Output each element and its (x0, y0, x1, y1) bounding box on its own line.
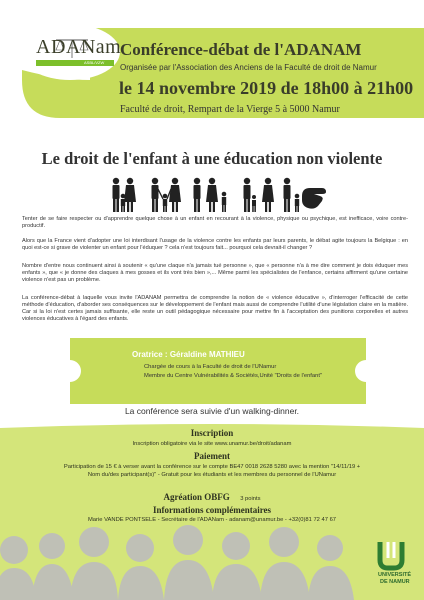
agreation-title: Agréation OBFG (163, 492, 230, 502)
walking-dinner-note: La conférence sera suivie d'un walking-dinner. (124, 406, 300, 416)
info-contact: Marie VANDE PONTSELE - Secrétaire de l'ADANam - adanam@unamur.be - +32(0)81 72 47 67 (87, 517, 337, 523)
event-place: Faculté de droit, Rempart de la Vierge 5 à 5000 Namur (120, 104, 340, 115)
speaker-name: Géraldine MATHIEU (169, 350, 245, 359)
speaker-label-text: Oratrice : (132, 350, 168, 359)
speaker-role: Chargée de cours à la Faculté de droit de l'UNamur (144, 364, 277, 370)
unamur-label: UNIVERSITÉ (378, 572, 412, 578)
speaker-label (132, 350, 245, 359)
payment-line-2: Nom du/des participant(s)" - Gratuit pour les étudiants et les membres du personnel de l'UNamur (87, 472, 337, 478)
family-crossed-icon (194, 178, 227, 212)
icons-row (108, 176, 328, 218)
speaker-ticket (70, 338, 366, 404)
payment-title: Paiement (194, 451, 230, 461)
unamur-logo (368, 538, 416, 594)
logo-subtext: ASBL/VZW (84, 60, 105, 65)
parents-child-icon (152, 178, 182, 212)
family-icon (113, 178, 137, 212)
main-title: Le droit de l'enfant à une éducation non violente (41, 149, 383, 168)
speaker-affiliation: Membre du Centre Vulnérabilités & Sociétés,Unité "Droits de l'enfant" (144, 373, 323, 379)
unamur-label-2: DE NAMUR (380, 579, 410, 585)
info-title: Informations complémentaires (152, 505, 272, 515)
conference-subtitle: Organisée par l'Association des Anciens de la Faculté de droit de Namur (120, 63, 377, 72)
paragraph-conference: La conférence-débat à laquelle vous invite l'ADANAM permettra de comprendre la notion de « violence éducative », d'interroger l'efficacité de cette méthode d'éducation, d'aborder ses conséquences sur le développement de l'enfant mais aussi de comprendre l'utilité d'une législation claire en la matière. Car si la loi n'est certes jamais suffisante, elle reste un outil pédagogique nécessaire pour mettre fin à l'acceptation des punitions corporelles et autres violences éducatives à l'égard des enfants. (22, 295, 408, 322)
conference-title: Conférence-débat de l'ADANAM (120, 40, 362, 59)
agreation-points: 3 points (240, 496, 261, 502)
event-date: le 14 novembre 2019 de 18h00 à 21h00 (119, 78, 414, 98)
inscription-title: Inscription (190, 428, 234, 438)
payment-line-1: Participation de 15 € à verser avant la conférence sur le compte BE47 0018 2628 5280 avec la mention "14/11/19 + (63, 464, 361, 470)
inscription-text: Inscription obligatoire via le site www.unamur.be/droit/adanam (132, 441, 292, 447)
logo-text: ADANam (36, 36, 122, 58)
raised-hand-icon (302, 188, 326, 209)
paragraph-claque: Nombre d'entre nous continuent ainsi à soutenir « qu'une claque n'a jamais tué personne », que « personne n'a à me dire comment je dois éduquer mes enfants », que « je donne des claques à mes gosses et ils vont très bien »,... Même parmi les spécialistes de l'enfance, certains affirment qu'une certaine violence n'est pas un problème. (22, 263, 408, 283)
adult-child-icon (284, 178, 300, 212)
family-walk-icon (244, 178, 275, 212)
agreation (0, 487, 424, 505)
paragraph-intro: Tenter de se faire respecter ou d'apprendre quelque chose à un enfant en recourant à la violence, physique ou psychique, est inefficace, voire contre-productif. (22, 216, 408, 229)
paragraph-france: Alors que la France vient d'adopter une loi interdisant l'usage de la violence contre les enfants par leurs parents, le débat agite toujours la Belgique : en quoi est-ce si grave de violenter un enfant pour l'éduquer ? cela n'est toujours fait... pourquoi cela devrait-il changer ? (22, 238, 408, 251)
